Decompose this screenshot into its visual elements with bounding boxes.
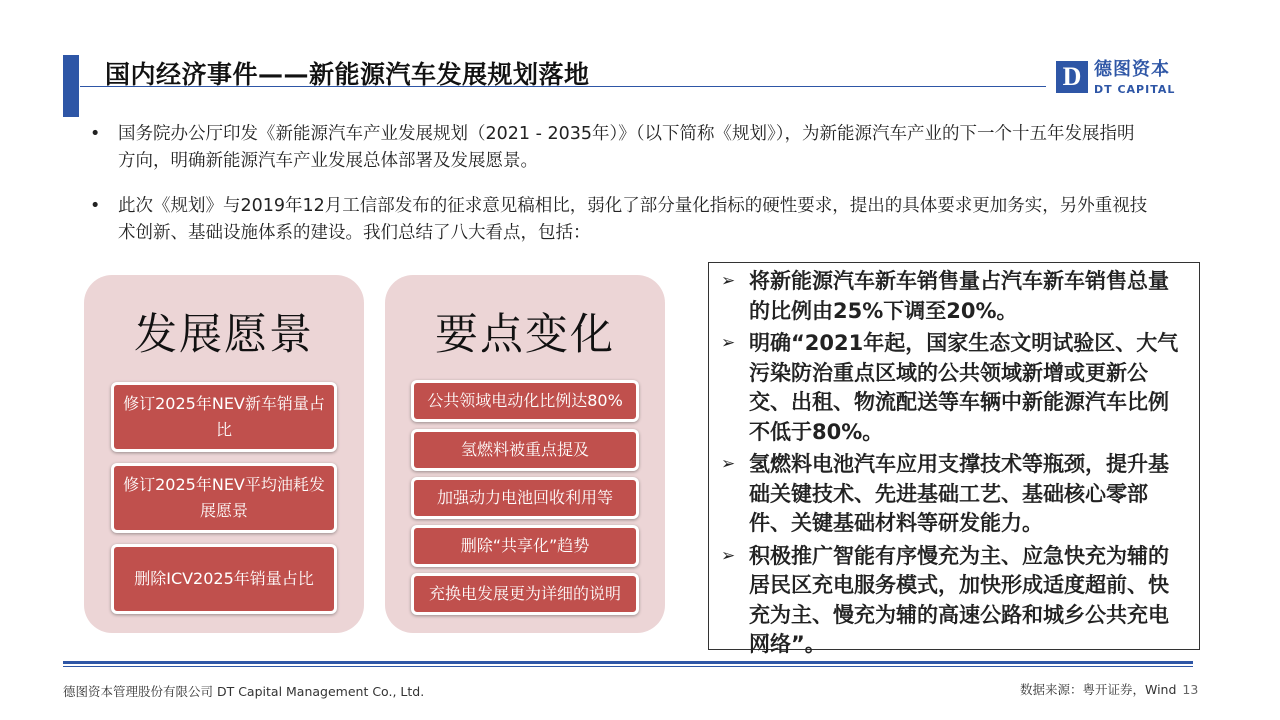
footer-divider <box>63 661 1193 664</box>
vision-panel <box>84 275 364 633</box>
footer-company: 德图资本管理股份有限公司 DT Capital Management Co., Ltd. <box>63 684 425 699</box>
highlight-text: 积极推广智能有序慢充为主、应急快充为辅的居民区充电服务模式，加快形成适度超前、快充为主、慢充为辅的高速公路和城乡公共充电网络”。 <box>749 543 1169 656</box>
logo-d-icon: D <box>1056 61 1088 93</box>
intro-bullets <box>90 121 1150 265</box>
vision-item: 修订2025年NEV新车销量占比 <box>111 382 337 452</box>
vision-item: 修订2025年NEV平均油耗发展愿景 <box>111 463 337 533</box>
bullet-item <box>90 193 1150 247</box>
highlight-text: 将新能源汽车新车销售量占汽车新车销售总量的比例由25%下调至20%。 <box>749 269 1169 323</box>
vision-item: 删除ICV2025年销量占比 <box>111 544 337 614</box>
bullet-text: 此次《规划》与2019年12月工信部发布的征求意见稿相比，弱化了部分量化指标的硬性要求，提出的具体要求更加务实，另外重视技术创新、基础设施体系的建设。我们总结了八大看点，包括： <box>118 196 1148 243</box>
highlight-item <box>721 542 1189 660</box>
bullet-dot-icon: • <box>90 196 101 216</box>
bullet-dot-icon: • <box>90 124 101 144</box>
arrow-bullet-icon: ➢ <box>721 271 736 291</box>
changes-panel-title: 要点变化 <box>435 310 615 360</box>
arrow-bullet-icon: ➢ <box>721 454 736 474</box>
title-accent-bar <box>63 55 79 117</box>
footer-source <box>1020 680 1198 698</box>
bullet-item <box>90 121 1150 175</box>
highlight-item <box>721 267 1189 326</box>
change-item: 氢燃料被重点提及 <box>411 429 639 471</box>
highlights-panel <box>708 262 1200 656</box>
change-item: 删除“共享化”趋势 <box>411 525 639 567</box>
vision-panel-title: 发展愿景 <box>134 310 314 360</box>
logo-english-name: DT CAPITAL <box>1094 83 1176 96</box>
highlight-text: 明确“2021年起，国家生态文明试验区、大气污染防治重点区域的公共领域新增或更新公交、出租、物流配送等车辆中新能源汽车比例不低于80%。 <box>749 331 1179 444</box>
change-item: 充换电发展更为详细的说明 <box>411 573 639 615</box>
bullet-text: 国务院办公厅印发《新能源汽车产业发展规划（2021 - 2035年）》（以下简称《规划》），为新能源汽车产业的下一个十五年发展指明方向，明确新能源汽车产业发展总体部署及发展愿景。 <box>118 124 1135 171</box>
highlight-item <box>721 450 1189 539</box>
source-text: 数据来源：粤开证券，Wind <box>1020 682 1177 697</box>
title-divider <box>80 86 1046 87</box>
logo-text <box>1094 61 1175 96</box>
logo-chinese-name: 德图资本 <box>1094 59 1170 80</box>
company-logo <box>1056 61 1175 96</box>
change-item: 公共领域电动化比例达80% <box>411 380 639 422</box>
highlight-text: 氢燃料电池汽车应用支撑技术等瓶颈，提升基础关键技术、先进基础工艺、基础核心零部件、关键基础材料等研发能力。 <box>749 452 1169 535</box>
page-number: 13 <box>1182 682 1199 697</box>
arrow-bullet-icon: ➢ <box>721 545 736 566</box>
change-item: 加强动力电池回收利用等 <box>411 477 639 519</box>
highlight-item <box>721 329 1189 447</box>
changes-panel <box>385 275 665 633</box>
page-title: 国内经济事件——新能源汽车发展规划落地 <box>105 60 590 89</box>
footer-divider-thin <box>63 666 1193 667</box>
arrow-bullet-icon: ➢ <box>721 333 736 353</box>
